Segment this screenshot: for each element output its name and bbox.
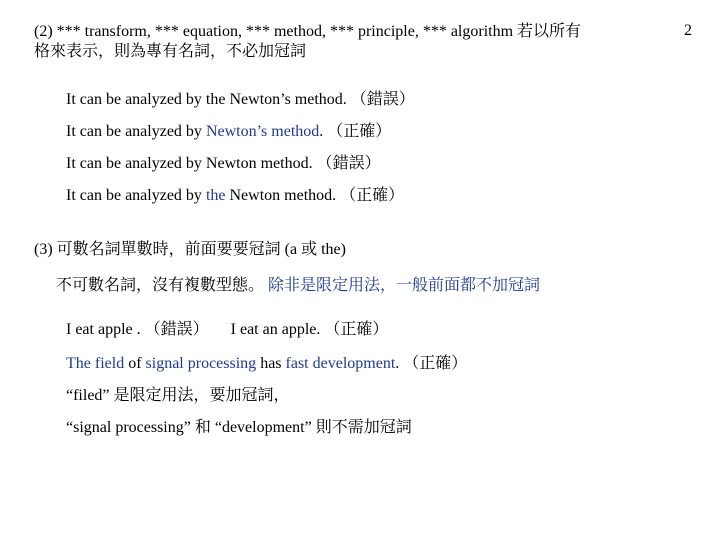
signal-processing-example <box>66 354 467 374</box>
apple-example <box>66 320 388 340</box>
example-line-3 <box>66 154 381 174</box>
note-line-2: “signal processing” 和 “development” 則不需加冠詞 <box>66 419 412 436</box>
verdict-wrong: （錯誤） <box>350 91 415 108</box>
verdict-correct: （正確） <box>403 355 468 372</box>
uncountable-rule <box>56 276 540 296</box>
example-text: . <box>319 123 324 140</box>
highlight-term: signal processing <box>145 355 257 372</box>
example-text: It can be analyzed by <box>66 123 206 140</box>
example-text: It can be analyzed by the Newton’s method. <box>66 91 347 108</box>
highlight-term: The field <box>66 355 125 372</box>
example-text: Newton method. <box>225 187 337 204</box>
example-text: It can be analyzed by Newton method. <box>66 155 313 172</box>
example-text: has <box>256 355 286 372</box>
section3-heading: (3) 可數名詞單數時，前面要要冠詞 (a 或 the) <box>34 241 346 258</box>
section2-heading-line2: 格來表示，則為專有名詞，不必加冠詞 <box>34 43 307 60</box>
example-text: I eat an apple. <box>230 321 321 338</box>
rule-highlight: 除非是限定用法，一般前面都不加冠詞 <box>268 277 541 294</box>
highlight-term: fast development <box>285 355 396 372</box>
verdict-correct: （正確） <box>340 187 405 204</box>
verdict-wrong: （錯誤） <box>144 321 209 338</box>
example-text: It can be analyzed by <box>66 187 206 204</box>
rule-text: 不可數名詞，沒有複數型態。 <box>56 277 265 294</box>
example-text: . <box>395 355 400 372</box>
highlight-term: the <box>205 187 226 204</box>
verdict-wrong: （錯誤） <box>316 155 381 172</box>
verdict-correct: （正確） <box>327 123 392 140</box>
example-text: I eat apple . <box>66 321 141 338</box>
verdict-correct: （正確） <box>324 321 389 338</box>
example-text: of <box>124 355 146 372</box>
page-number: 2 <box>684 22 692 39</box>
example-line-1 <box>66 90 415 110</box>
note-line-1: “filed” 是限定用法，要加冠詞， <box>66 387 290 404</box>
section2-heading-line1: (2) *** transform, *** equation, *** method, *** principle, *** algorithm 若以所有 <box>34 23 582 40</box>
example-line-2 <box>66 122 391 142</box>
highlight-term: Newton’s method <box>205 123 320 140</box>
example-line-4 <box>66 186 404 206</box>
